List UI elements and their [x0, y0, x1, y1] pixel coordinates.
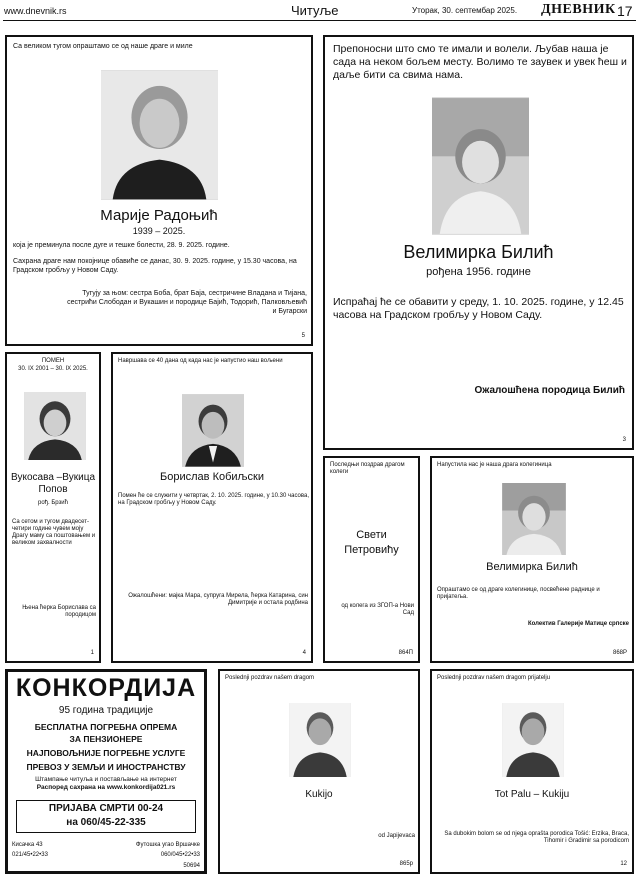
deceased-surname: Попов — [38, 484, 68, 495]
funeral-text: Сахрана драге нам покојнице обавиће се данас, 30. 9. 2025. године, у 15.30 часова, на Градском гробљу у Новом Саду. — [13, 258, 297, 274]
ad-phone-2: 060/045•22•33 — [160, 852, 200, 858]
deceased-name: Борислав Кобиљски — [160, 471, 264, 483]
funeral-service-ad — [5, 669, 207, 874]
portrait-photo — [432, 97, 529, 235]
memorial-text: Опраштамо се од драге колегинице, посвећене раднице и пријатеља. — [437, 587, 600, 600]
deceased-name: Свети — [356, 529, 387, 541]
notice-intro: Препоносни што смо те имали и волели. Љубав наша је сада на неком бољем месту. Волимо те заувек и увек ћеш и даље бити са свима нама. — [333, 43, 627, 81]
colleagues-signature: Колектив Галерије Матице српске — [527, 621, 629, 627]
notice-intro: Са великом тугом опраштамо се од наше драге и миле — [13, 43, 193, 50]
deceased-name: Tot Palu – Kukiju — [494, 789, 570, 800]
site-url: www.dnevnik.rs — [4, 6, 67, 16]
ad-code: 50694 — [183, 863, 200, 869]
page-number: 17 — [617, 3, 633, 19]
ad-line-1: БЕСПЛАТНА ПОГРЕБНА ОПРЕМА — [34, 722, 178, 732]
notice-popov — [5, 352, 101, 663]
ad-code: 1 — [90, 650, 94, 656]
friends-signature: od Japijevaca — [378, 833, 415, 839]
family-signature: Њена ћерка Борислава са породицом — [22, 605, 96, 618]
notice-intro: Последњи поздрав драгом колеги — [330, 462, 405, 475]
deceased-name: Марије Радоњић — [100, 207, 218, 224]
issue-date: Уторак, 30. септембар 2025. — [412, 6, 518, 15]
portrait-photo — [502, 703, 564, 777]
report-phone: на 060/45-22-335 — [66, 817, 146, 828]
ad-code: 868Р — [612, 650, 627, 656]
portrait-photo — [289, 703, 351, 777]
portrait-photo — [182, 394, 244, 467]
deceased-name: Kukijo — [305, 789, 333, 800]
memorial-text: Са сетом и тугом двадесет-четири године чувем моју Драгу маму са поштовањем и великом захвалности — [12, 519, 96, 546]
memorial-dates: 30. IX 2001 – 30. IX 2025. — [18, 366, 88, 372]
portrait-photo — [502, 483, 566, 555]
mourners-text: Тугују за њом: сестра Боба, брат Баја, сестричине Владана и Тијана, сестрићи Слободан и Вукашин и породице Бајић, Тодорић, Палковљевић и Бугарски — [67, 290, 307, 315]
notice-intro: Poslednji pozdrav našem dragom prijatelju — [437, 675, 551, 681]
header-rule — [3, 20, 636, 21]
portrait-photo — [101, 70, 218, 200]
colleagues-signature: од колега из ЗГОП-а Нови Сад — [341, 603, 414, 616]
life-years: 1939 – 2025. — [132, 226, 186, 236]
ad-code: 864П — [398, 650, 413, 656]
notice-radonjic — [5, 35, 313, 346]
notice-kukijo — [218, 669, 420, 874]
notice-tot-palu — [430, 669, 634, 874]
ad-line-4: ПРЕВОЗ У ЗЕМЉИ И ИНОСТРАНСТВУ — [26, 762, 186, 772]
ad-address-1: Кисачка 43 — [12, 842, 43, 848]
mourners-text: Ожалошћени: мајка Мара, супруга Мирела, ћерка Катарина, син Димитрије и остала родбина — [128, 593, 308, 606]
deceased-name: Велимирка Билић — [486, 561, 578, 573]
memorial-heading: ПОМЕН — [41, 358, 65, 364]
deceased-name: Вукосава –Вукица — [10, 472, 96, 483]
newspaper-logo: ДНЕВНИК — [541, 2, 616, 17]
ad-line-5: Штампање читуља и постављање на интернет — [35, 776, 177, 783]
ad-phone-1: 021/45•22•33 — [12, 852, 48, 858]
ad-address-2: Футошка угао Вршачке — [135, 842, 200, 848]
report-box — [16, 800, 196, 833]
ad-code: 12 — [620, 861, 627, 867]
death-text: која је преминула после дуге и тешке болести, 28. 9. 2025. године. — [13, 242, 230, 249]
notice-bilic-small — [430, 456, 634, 663]
birth-year: рођена 1956. године — [426, 266, 531, 278]
family-signature: Sa dubokim bolom se od njega oprašta porodica Tošić: Erzika, Braca, Tihomir i Gradimir sa porodicom — [444, 831, 629, 844]
portrait-photo — [24, 392, 86, 460]
ad-code: 5 — [301, 333, 305, 339]
ad-code: 4 — [302, 650, 306, 656]
memorial-text: Помен ће се служити у четвртак, 2. 10. 2025. године, у 10.30 часова, на Градском гробљу у Новом Саду. — [118, 493, 309, 506]
section-title: Читуље — [291, 3, 339, 18]
notice-intro: Напустила нас је наша драга колегиница — [437, 462, 552, 468]
maiden-name: рођ. Брзић — [38, 500, 68, 506]
notice-petrovic — [323, 456, 420, 663]
report-title: ПРИЈАВА СМРТИ 00-24 — [48, 803, 164, 814]
ad-brand: КОНКОРДИЈА — [15, 674, 197, 702]
notice-intro: Poslednji pozdrav našem dragom — [225, 675, 315, 681]
deceased-surname: Петровићу — [344, 544, 399, 556]
notice-kobiljski — [111, 352, 313, 663]
ad-line-3: НАЈПОВОЉНИЈЕ ПОГРЕБНЕ УСЛУГЕ — [26, 748, 186, 758]
ad-tradition: 95 година традиције — [58, 705, 154, 716]
ad-line-2: ЗА ПЕНЗИОНЕРЕ — [69, 734, 143, 744]
page-header — [0, 0, 639, 22]
notice-intro: Навршава се 40 дана од када нас је напустио наш вољени — [118, 358, 283, 364]
ad-code: 3 — [622, 437, 626, 443]
family-signature: Ожалошћена породица Билић — [474, 385, 625, 396]
notice-bilic-large — [323, 35, 634, 450]
ad-code: 865p — [399, 861, 413, 867]
ad-line-6: Распоред сахрана на www.konkordija021.rs — [36, 784, 176, 791]
deceased-name: Велимирка Билић — [403, 242, 554, 262]
funeral-text: Испраћај ће се обавити у среду, 1. 10. 2025. године, у 12.45 часова на Градском гробљу у Новом Саду. — [333, 296, 624, 321]
